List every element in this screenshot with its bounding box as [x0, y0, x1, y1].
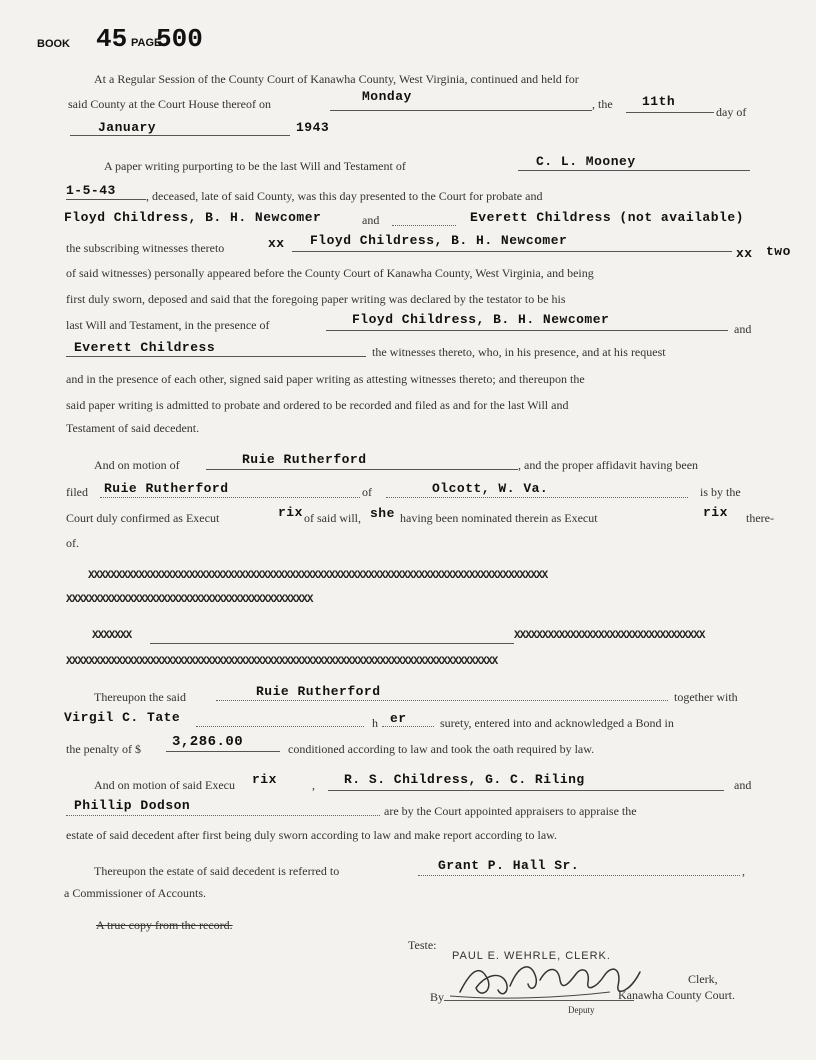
- executrix-suffix-1: rix: [278, 505, 303, 520]
- session-month: January: [98, 120, 157, 135]
- struck-line-2: XXXXXXXXXXXXXXXXXXXXXXXXXXXXXXXXXXXXXXXXXXXX: [66, 594, 313, 606]
- of-said-will: of said will,: [304, 511, 361, 525]
- witness-name-3: Everett Childress: [74, 340, 216, 355]
- motion-prefix: And on motion of: [94, 458, 180, 472]
- will-line-10: said paper writing is admitted to probate and ordered to be recorded and filed as and for the last Will and: [66, 398, 569, 412]
- nominated-text: having been nominated therein as Execut: [400, 511, 598, 525]
- is-by-the: is by the: [700, 485, 741, 499]
- appearing-witnesses: Floyd Childress, B. H. Newcomer: [310, 233, 568, 248]
- affiant-location: Olcott, W. Va.: [432, 481, 549, 496]
- penalty-prefix: the penalty of $: [66, 742, 141, 756]
- will-line-9: and in the presence of each other, signed said paper writing as attesting witnesses thereto; and thereupon the: [66, 372, 585, 386]
- affidavit-text: , and the proper affidavit having been: [518, 458, 699, 472]
- appointed-text: are by the Court appointed appraisers to appraise the: [384, 804, 637, 818]
- day-of: day of: [716, 105, 747, 119]
- surety-name: Virgil C. Tate: [64, 710, 181, 725]
- commissioner-line-2: a Commissioner of Accounts.: [64, 886, 206, 900]
- executrix-suffix-3: rix: [252, 772, 277, 787]
- commissioner-prefix: Thereupon the estate of said decedent is referred to: [94, 864, 340, 878]
- executrix-suffix-2: rix: [703, 505, 728, 520]
- will-line-8: the witnesses thereto, who, in his presence, and at his request: [372, 345, 666, 359]
- clerk-name: PAUL E. WEHRLE, CLERK.: [452, 950, 611, 962]
- page-number: 500: [156, 24, 203, 54]
- will-line-5: of said witnesses) personally appeared before the County Court of Kanawha County, West Virginia, and being: [66, 266, 594, 280]
- will-date: 1-5-43: [66, 183, 116, 198]
- true-copy-note: A true copy from the record.: [96, 918, 233, 932]
- pronoun-she: she: [370, 506, 395, 521]
- will-line-11: Testament of said decedent.: [66, 421, 200, 435]
- deputy-signature: [440, 952, 660, 1008]
- session-weekday: Monday: [362, 89, 412, 104]
- witness-count: two: [766, 244, 791, 259]
- will-line-7: last Will and Testament, in the presence of: [66, 318, 270, 332]
- session-year: 1943: [296, 120, 330, 135]
- witness-name-2: Everett Childress (not available): [470, 210, 744, 225]
- struck-line-1: XXXXXXXXXXXXXXXXXXXXXXXXXXXXXXXXXXXXXXXXXXXXXXXXXXXXXXXXXXXXXXXXXXXXXXXXXXXXXXXXXX: [88, 570, 548, 582]
- struck-line-4: XXXXXXXXXXXXXXXXXXXXXXXXXXXXXXXXXXXXXXXXXXXXXXXXXXXXXXXXXXXXXXXXXXXXXXXXXXXXX: [66, 656, 498, 668]
- bond-amount: 3,286.00: [172, 734, 244, 750]
- comma-the: , the: [592, 97, 613, 111]
- commissioner-comma: ,: [742, 864, 745, 878]
- thereof-1: there-: [746, 511, 774, 525]
- bond-principal: Ruie Rutherford: [256, 684, 381, 699]
- will-line-2: , deceased, late of said County, was this day presented to the Court for probate and: [146, 189, 543, 203]
- witness-names-1: Floyd Childress, B. H. Newcomer: [64, 210, 322, 225]
- teste-label: Teste:: [408, 938, 437, 952]
- bond-conditioned: conditioned according to law and took the oath required by law.: [288, 742, 595, 756]
- together-with: together with: [674, 690, 738, 704]
- court-confirmed: Court duly confirmed as Execut: [66, 511, 220, 525]
- opening-line-1: At a Regular Session of the County Court of Kanawha County, West Virginia, continued and held for: [94, 72, 579, 86]
- struck-line-3a: XXXXXXX: [92, 630, 132, 642]
- commissioner-name: Grant P. Hall Sr.: [438, 858, 580, 873]
- and-2: and: [734, 322, 752, 336]
- thereof-2: of.: [66, 536, 79, 550]
- presence-names: Floyd Childress, B. H. Newcomer: [352, 312, 610, 327]
- struck-line-3b: XXXXXXXXXXXXXXXXXXXXXXXXXXXXXXXXXX: [514, 630, 705, 642]
- will-line-6: first duly sworn, deposed and said that the foregoing paper writing was declared by the testator to be his: [66, 292, 566, 306]
- of-label: of: [362, 485, 372, 499]
- appraisers-and: and: [734, 778, 752, 792]
- filed-label: filed: [66, 485, 88, 499]
- appraisers-prefix: And on motion of said Execu: [94, 778, 235, 792]
- affiant-name: Ruie Rutherford: [104, 481, 229, 496]
- struck-or-1: xx: [268, 236, 285, 251]
- county-court: Kanawha County Court.: [618, 988, 735, 1002]
- h-label: h: [372, 716, 378, 730]
- opening-line-2: said County at the Court House thereof on: [68, 97, 271, 111]
- clerk-title: Clerk,: [688, 972, 718, 986]
- by-label: By: [430, 990, 445, 1004]
- struck-or-2: xx: [736, 246, 753, 261]
- appraisers-names: R. S. Childress, G. C. Riling: [344, 772, 585, 787]
- appraisers-comma: ,: [312, 778, 315, 792]
- page-label: PAGE: [131, 37, 162, 49]
- subscribing-witnesses: the subscribing witnesses thereto: [66, 241, 225, 255]
- testator-name: C. L. Mooney: [536, 154, 636, 169]
- appraisers-line-3: estate of said decedent after first being duly sworn according to law and make report according to law.: [66, 828, 558, 842]
- er-suffix: er: [390, 711, 407, 726]
- appraiser-3: Phillip Dodson: [74, 798, 191, 813]
- bond-prefix: Thereupon the said: [94, 690, 186, 704]
- will-intro: A paper writing purporting to be the last Will and Testament of: [104, 159, 406, 173]
- and-1: and: [362, 213, 380, 227]
- book-number: 45: [96, 24, 128, 54]
- book-label: BOOK: [37, 38, 70, 50]
- surety-text: surety, entered into and acknowledged a Bond in: [440, 716, 674, 730]
- motion-mover: Ruie Rutherford: [242, 452, 367, 467]
- session-day: 11th: [642, 94, 676, 109]
- deputy-label: Deputy: [568, 1005, 595, 1015]
